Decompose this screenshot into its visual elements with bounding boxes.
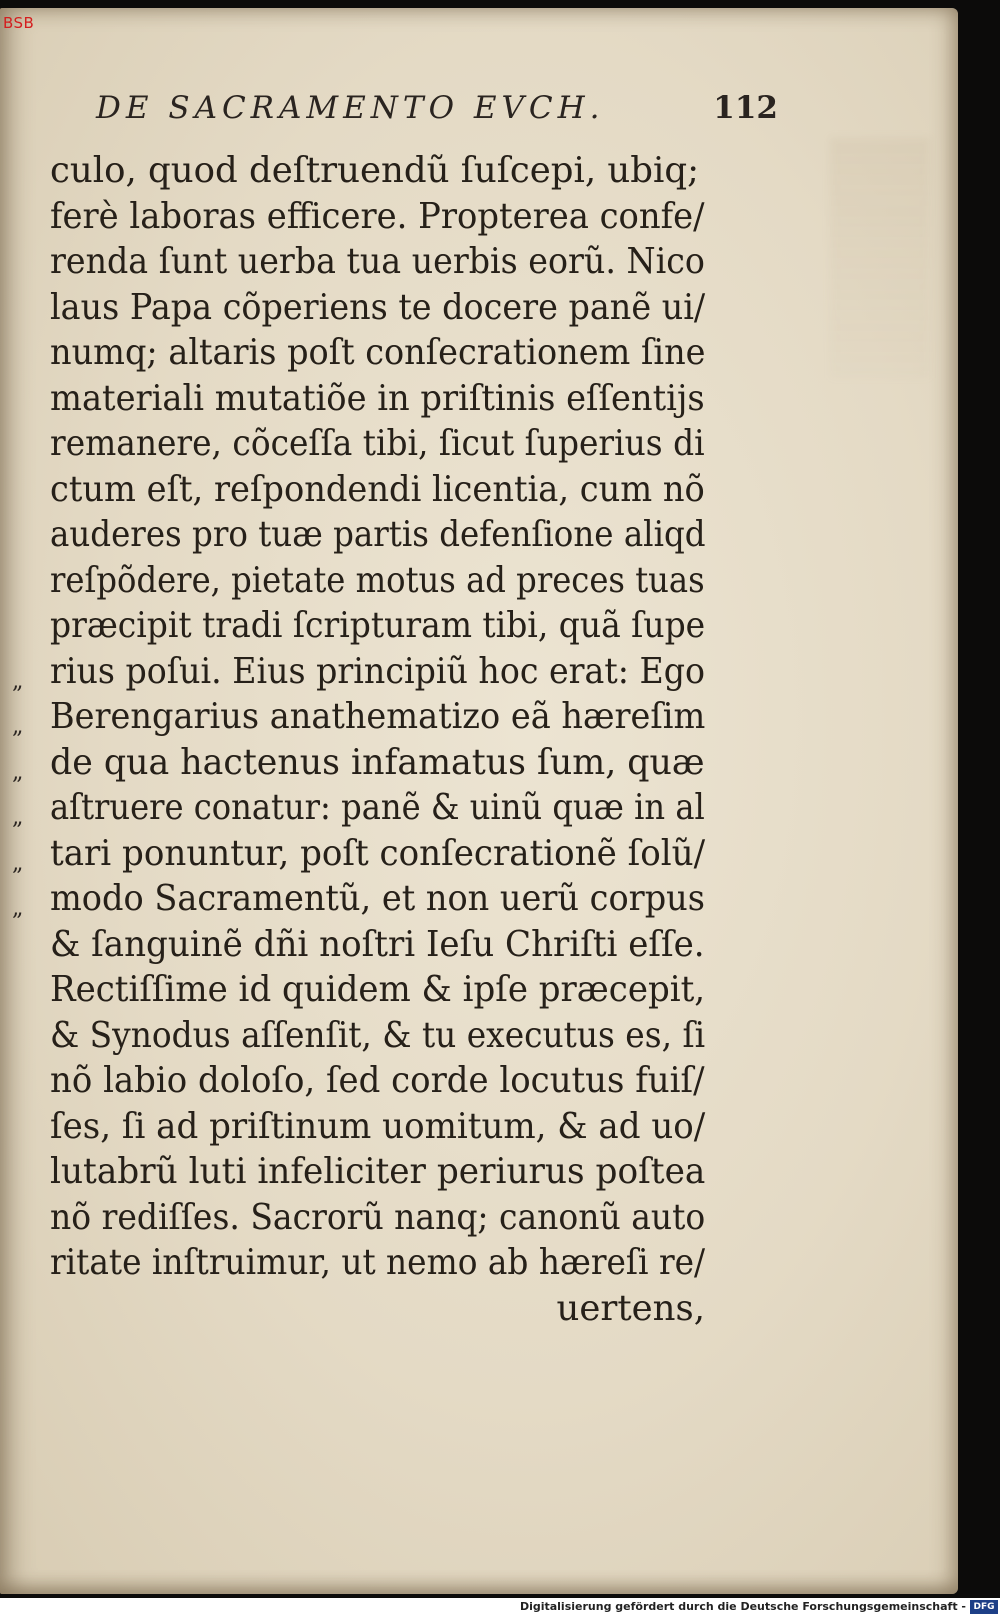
text-line	[50, 239, 750, 285]
text-line-content: numq; altaris poſt conſecrationem ſine	[50, 332, 706, 373]
text-line	[50, 1058, 750, 1104]
text-line-content: rius poſui. Eius principiũ hoc erat: Ego	[50, 650, 706, 692]
text-line-content: reſpõdere, pietate motus ad preces tuas	[50, 559, 705, 601]
text-line	[50, 285, 750, 331]
book-page	[0, 8, 958, 1594]
text-line-content: ferè laboras efficere. Propterea confe/	[50, 195, 705, 237]
footer-bar	[0, 1598, 1000, 1617]
text-line	[50, 148, 750, 194]
text-line	[50, 1149, 750, 1195]
quotation-mark-glyph: „	[12, 805, 24, 830]
text-line-content: ritate inſtruimur, ut nemo ab hæreſi re/	[50, 1242, 706, 1283]
text-line	[50, 512, 750, 558]
text-line-content: Rectiſſime id quidem & ipſe præcepit,	[50, 969, 706, 1010]
text-line-content: culo, quod deſtruendũ ſuſcepi, ubiq;	[50, 150, 700, 191]
page-number: 112	[713, 90, 778, 126]
text-line-content: remanere, cõceſſa tibi, ſicut ſuperius di	[50, 423, 705, 464]
text-line-content: aſtruere conatur: panẽ & uinũ quæ in al	[50, 787, 705, 828]
text-line-content: nõ rediſſes. Sacrorũ nanq; canonũ auto	[50, 1196, 706, 1238]
quotation-mark-glyph: „	[12, 896, 24, 921]
main-text-block	[12, 148, 750, 1331]
text-line	[50, 421, 750, 467]
quotation-mark-glyph: „	[12, 850, 24, 876]
text-line-content: præcipit tradi ſcripturam tibi, quã ſupe	[50, 605, 706, 646]
text-line	[12, 831, 750, 877]
text-line-content: auderes pro tuæ partis defenſione aliqd	[50, 514, 706, 555]
text-line	[12, 785, 750, 831]
text-line-content: & ſanguinẽ dñi noſtri Ieſu Chriſti eſſe.	[50, 923, 705, 965]
show-through-shadow	[830, 138, 930, 378]
text-line	[12, 876, 750, 922]
text-line	[50, 194, 750, 240]
text-line	[50, 1240, 750, 1286]
text-line	[50, 467, 750, 513]
text-line-content: de qua hactenus infamatus ſum, quæ	[50, 741, 705, 783]
text-line-content: renda ſunt uerba tua uerbis eorũ. Nico	[50, 241, 705, 282]
text-line	[50, 922, 750, 968]
catchword: uertens,	[556, 1287, 705, 1329]
text-line	[50, 1104, 750, 1150]
running-head-title: DE SACRAMENTO EVCH.	[96, 90, 605, 126]
text-line-content: nõ labio doloſo, ſed corde locutus fuiſ/	[50, 1060, 705, 1101]
text-line-content: ctum eſt, reſpondendi licentia, cum nõ	[50, 468, 705, 510]
text-line-content: & Synodus aſſenſit, & tu executus es, ſi	[50, 1014, 706, 1056]
text-line	[12, 694, 750, 740]
text-line	[50, 1013, 750, 1059]
funding-note: Digitalisierung gefördert durch die Deutsche Forschungsgemeinschaft -	[519, 1600, 966, 1613]
text-line-content: Berengarius anathematizo eã hæreſim	[50, 696, 706, 737]
text-line-content: laus Papa cõperiens te docere panẽ ui/	[50, 286, 706, 328]
quotation-mark-glyph: „	[12, 759, 24, 785]
text-line	[50, 330, 750, 376]
text-line-content: materiali mutatiõe in priſtinis eſſentijs	[50, 377, 705, 419]
text-line-content: lutabrũ luti infeliciter periurus poſtea	[50, 1151, 706, 1192]
text-line	[50, 967, 750, 1013]
running-head	[96, 90, 778, 130]
text-line	[50, 1195, 750, 1241]
quotation-mark-glyph: „	[12, 714, 24, 739]
dfg-logo: DFG	[970, 1600, 998, 1614]
text-line	[12, 649, 750, 695]
text-line-content: ſes, ſi ad priſtinum uomitum, & ad uo/	[50, 1105, 706, 1147]
bsb-logo: BSB	[3, 14, 35, 32]
text-line-content: tari ponuntur, poſt conſecrationẽ ſolũ/	[50, 832, 706, 874]
text-line	[12, 740, 750, 786]
text-line	[50, 603, 750, 649]
text-line	[50, 558, 750, 604]
quotation-mark-glyph: „	[12, 668, 24, 694]
text-line-content: modo Sacramentũ, et non uerũ corpus	[50, 878, 706, 919]
text-line	[50, 376, 750, 422]
